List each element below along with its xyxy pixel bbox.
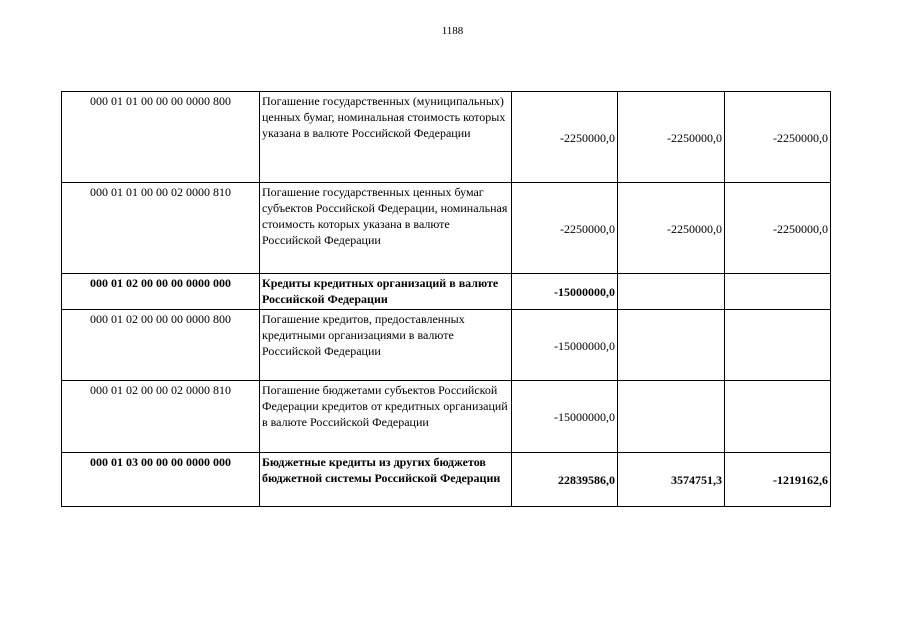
row-value-1: -2250000,0: [512, 92, 618, 183]
row-name: Бюджетные кредиты из других бюджетов бюджетной системы Российской Федерации: [260, 453, 512, 507]
row-value-3: -2250000,0: [725, 183, 831, 274]
row-value-3: [725, 381, 831, 453]
row-value-2: -2250000,0: [618, 183, 725, 274]
row-name: Погашение бюджетами субъектов Российской Федерации кредитов от кредитных организаций в валюте Российской Федерации: [260, 381, 512, 453]
row-value-1: 22839586,0: [512, 453, 618, 507]
table-row: [62, 92, 831, 183]
row-value-2: [618, 310, 725, 381]
row-code: 000 01 01 00 00 02 0000 810: [62, 183, 260, 274]
row-value-3: [725, 310, 831, 381]
row-value-1: -15000000,0: [512, 310, 618, 381]
row-value-3: -2250000,0: [725, 92, 831, 183]
row-code: 000 01 02 00 00 02 0000 810: [62, 381, 260, 453]
row-code: 000 01 01 00 00 00 0000 800: [62, 92, 260, 183]
row-value-1: -15000000,0: [512, 381, 618, 453]
table-row: [62, 453, 831, 507]
row-value-2: -2250000,0: [618, 92, 725, 183]
row-value-2: [618, 274, 725, 310]
row-value-2: [618, 381, 725, 453]
row-name: Погашение государственных (муниципальных) ценных бумаг, номинальная стоимость которых указана в валюте Российской Федерации: [260, 92, 512, 183]
row-name: Кредиты кредитных организаций в валюте Российской Федерации: [260, 274, 512, 310]
table-row: [62, 310, 831, 381]
row-value-3: [725, 274, 831, 310]
table-row: [62, 381, 831, 453]
row-code: 000 01 02 00 00 00 0000 800: [62, 310, 260, 381]
row-value-2: 3574751,3: [618, 453, 725, 507]
table-row: [62, 183, 831, 274]
row-code: 000 01 02 00 00 00 0000 000: [62, 274, 260, 310]
row-value-3: -1219162,6: [725, 453, 831, 507]
row-value-1: -15000000,0: [512, 274, 618, 310]
row-value-1: -2250000,0: [512, 183, 618, 274]
budget-sources-table: [61, 91, 831, 507]
row-code: 000 01 03 00 00 00 0000 000: [62, 453, 260, 507]
row-name: Погашение кредитов, предоставленных кредитными организациями в валюте Российской Федерации: [260, 310, 512, 381]
table-row: [62, 274, 831, 310]
page-number: 1188: [441, 25, 464, 37]
row-name: Погашение государственных ценных бумаг субъектов Российской Федерации, номинальная стоимость которых указана в валюте Российской Федерации: [260, 183, 512, 274]
